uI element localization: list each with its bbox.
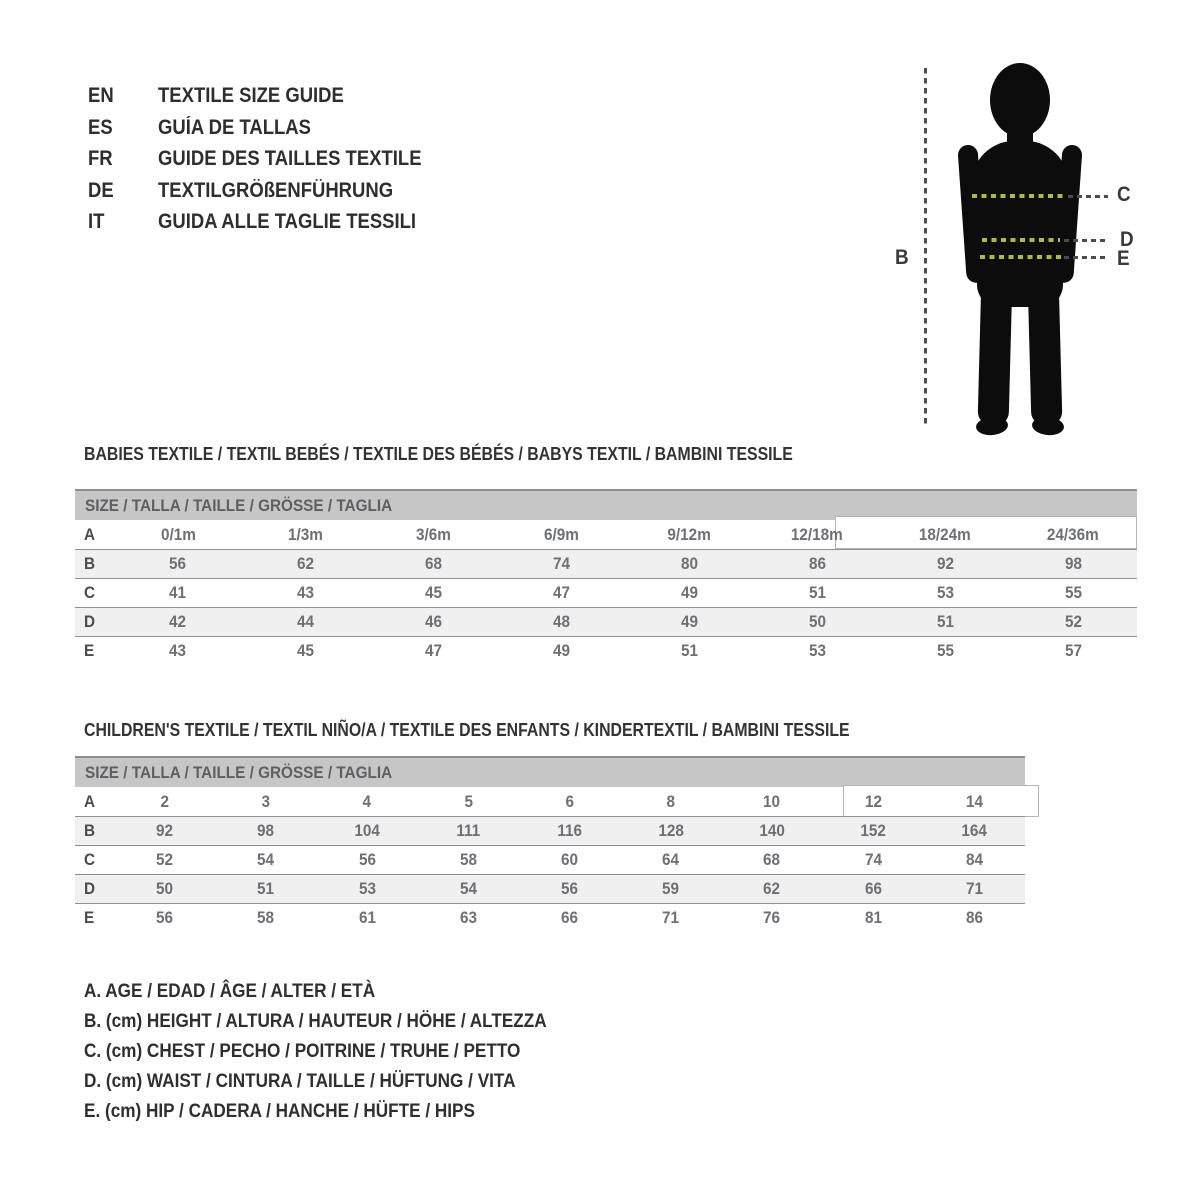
table-cell: 3	[261, 791, 271, 811]
babies-section-title: BABIES TEXTILE / TEXTIL BEBÉS / TEXTILE DES BÉBÉS / BABYS TEXTIL / BAMBINI TESSILE	[84, 444, 793, 464]
table-cell: 6	[565, 791, 574, 811]
table-cell: 81	[864, 908, 882, 927]
table-cell: 54	[257, 850, 275, 869]
table-cell: 104	[354, 821, 380, 840]
table-cell: 45	[297, 641, 315, 660]
table-cell: 54	[459, 879, 477, 898]
table-cell: 164	[961, 821, 988, 840]
table-cell: 52	[156, 850, 174, 869]
table-cell: 56	[156, 908, 174, 927]
table-cell: 68	[425, 554, 443, 573]
table-cell: 8	[666, 791, 675, 811]
row-label: B	[84, 554, 96, 573]
guide-title: GUÍA DE TALLAS	[158, 115, 311, 139]
guide-title: TEXTILGRÖßENFÜHRUNG	[158, 178, 394, 202]
table-cell: 0/1m	[160, 524, 196, 544]
table-cell: 86	[965, 908, 983, 927]
table-cell: 116	[557, 821, 582, 840]
table-cell: 68	[763, 850, 781, 869]
table-cell: 71	[662, 908, 680, 927]
table-cell: 42	[169, 612, 187, 631]
table-cell: 49	[680, 583, 698, 602]
children-size-table	[75, 756, 1025, 932]
chest-label: C	[1117, 183, 1131, 206]
size-header-bar: SIZE / TALLA / TAILLE / GRÖSSE / TAGLIA	[75, 756, 1025, 787]
table-cell: 92	[936, 554, 954, 573]
table-cell: 51	[808, 583, 826, 602]
legend-age: A. AGE / EDAD / ÂGE / ALTER / ETÀ	[84, 980, 376, 1002]
table-cell: 12	[864, 791, 882, 811]
waist-leader-line	[1064, 239, 1108, 242]
row-label: A	[84, 524, 96, 544]
table-cell: 12/18m	[791, 524, 844, 544]
row-label: B	[84, 821, 96, 840]
table-cell: 50	[808, 612, 826, 631]
table-cell: 14	[965, 791, 983, 811]
hip-measure-line	[980, 255, 1062, 259]
table-cell: 56	[169, 554, 187, 573]
table-cell: 43	[297, 583, 315, 602]
row-label: D	[84, 879, 96, 898]
table-cell: 56	[358, 850, 376, 869]
table-cell: 48	[553, 612, 571, 631]
table-cell: 74	[864, 850, 882, 869]
table-cell: 10	[763, 791, 781, 811]
table-cell: 62	[297, 554, 315, 573]
table-cell: 111	[456, 821, 481, 840]
chest-leader-line	[1068, 195, 1108, 198]
table-cell: 51	[680, 641, 698, 660]
table-cell: 74	[553, 554, 571, 573]
table-cell: 98	[257, 821, 275, 840]
hip-leader-line	[1064, 256, 1108, 259]
table-cell: 55	[1064, 583, 1082, 602]
table-row	[75, 816, 1025, 845]
legend-chest: C. (cm) CHEST / PECHO / POITRINE / TRUHE / PETTO	[84, 1040, 521, 1062]
hip-label: E	[1117, 247, 1130, 270]
language-code: EN	[88, 84, 114, 107]
table-cell: 60	[560, 850, 578, 869]
table-row	[75, 874, 1025, 903]
table-cell: 66	[560, 908, 578, 927]
table-cell: 6/9m	[544, 524, 579, 544]
table-cell: 49	[553, 641, 571, 660]
table-cell: 4	[362, 791, 372, 811]
height-measure-dotted-line	[924, 68, 927, 428]
waist-label: D	[1120, 228, 1134, 251]
table-cell: 53	[358, 879, 376, 898]
height-label: B	[895, 246, 909, 269]
waist-measure-line	[982, 238, 1060, 242]
table-cell: 57	[1064, 641, 1082, 660]
table-cell: 3/6m	[416, 524, 452, 544]
table-cell: 51	[257, 879, 275, 898]
table-cell: 92	[156, 821, 174, 840]
table-cell: 1/3m	[288, 524, 324, 544]
language-code: DE	[88, 178, 114, 202]
table-cell: 98	[1064, 554, 1082, 573]
guide-title: GUIDA ALLE TAGLIE TESSILI	[158, 210, 417, 233]
table-cell: 55	[936, 641, 954, 660]
legend-hip: E. (cm) HIP / CADERA / HANCHE / HÜFTE / HIPS	[84, 1100, 475, 1122]
row-label: D	[84, 612, 96, 631]
table-row	[75, 578, 1137, 607]
table-cell: 53	[936, 583, 954, 602]
table-cell: 9/12m	[667, 524, 712, 544]
row-label: E	[84, 908, 95, 927]
row-label: C	[84, 583, 96, 602]
table-row	[75, 607, 1137, 636]
table-cell: 86	[808, 554, 826, 573]
legend-waist: D. (cm) WAIST / CINTURA / TAILLE / HÜFTUNG / VITA	[84, 1070, 516, 1092]
guide-title: GUIDE DES TAILLES TEXTILE	[158, 147, 422, 170]
row-label: E	[84, 641, 95, 660]
table-cell: 64	[662, 850, 680, 869]
table-cell: 41	[169, 583, 187, 602]
table-cell: 80	[680, 554, 698, 573]
table-cell: 2	[160, 791, 169, 811]
legend-height: B. (cm) HEIGHT / ALTURA / HAUTEUR / HÖHE / ALTEZZA	[84, 1010, 547, 1032]
table-cell: 56	[560, 879, 578, 898]
table-cell: 58	[459, 850, 477, 869]
table-cell: 51	[936, 612, 954, 631]
table-cell: 5	[464, 791, 473, 811]
table-cell: 128	[657, 821, 684, 840]
table-cell: 46	[425, 612, 443, 631]
children-section-title: CHILDREN'S TEXTILE / TEXTIL NIÑO/A / TEXTILE DES ENFANTS / KINDERTEXTIL / BAMBINI TESSILE	[84, 720, 850, 740]
table-cell: 49	[680, 612, 698, 631]
chest-measure-line	[972, 194, 1064, 198]
guide-title: TEXTILE SIZE GUIDE	[158, 84, 344, 107]
table-cell: 18/24m	[919, 524, 972, 544]
table-row	[75, 903, 1025, 932]
child-silhouette-figure	[0, 0, 1200, 460]
table-cell: 59	[662, 879, 680, 898]
table-cell: 84	[965, 850, 983, 869]
table-cell: 66	[864, 879, 882, 898]
language-code: IT	[88, 210, 105, 233]
table-cell: 71	[965, 879, 983, 898]
row-label: C	[84, 850, 96, 869]
table-cell: 140	[759, 821, 785, 840]
table-cell: 52	[1064, 612, 1082, 631]
table-row	[75, 520, 1137, 549]
table-cell: 61	[358, 908, 376, 927]
table-row	[75, 636, 1137, 665]
size-header-bar: SIZE / TALLA / TAILLE / GRÖSSE / TAGLIA	[75, 489, 1137, 520]
table-cell: 76	[763, 908, 781, 927]
language-code: ES	[88, 115, 113, 139]
table-cell: 43	[169, 641, 187, 660]
table-cell: 53	[808, 641, 826, 660]
table-cell: 58	[257, 908, 275, 927]
table-cell: 45	[425, 583, 443, 602]
language-code: FR	[88, 147, 113, 170]
table-cell: 152	[860, 821, 886, 840]
table-cell: 47	[553, 583, 571, 602]
table-cell: 50	[156, 879, 174, 898]
table-cell: 63	[459, 908, 477, 927]
row-label: A	[84, 791, 96, 811]
table-row	[75, 787, 1025, 816]
babies-size-table	[75, 489, 1137, 665]
table-row	[75, 845, 1025, 874]
table-cell: 44	[297, 612, 315, 631]
measurement-legend	[84, 976, 610, 1126]
table-row	[75, 549, 1137, 578]
child-silhouette	[945, 55, 1105, 440]
table-cell: 47	[425, 641, 443, 660]
table-cell: 62	[763, 879, 781, 898]
table-cell: 24/36m	[1047, 524, 1100, 544]
